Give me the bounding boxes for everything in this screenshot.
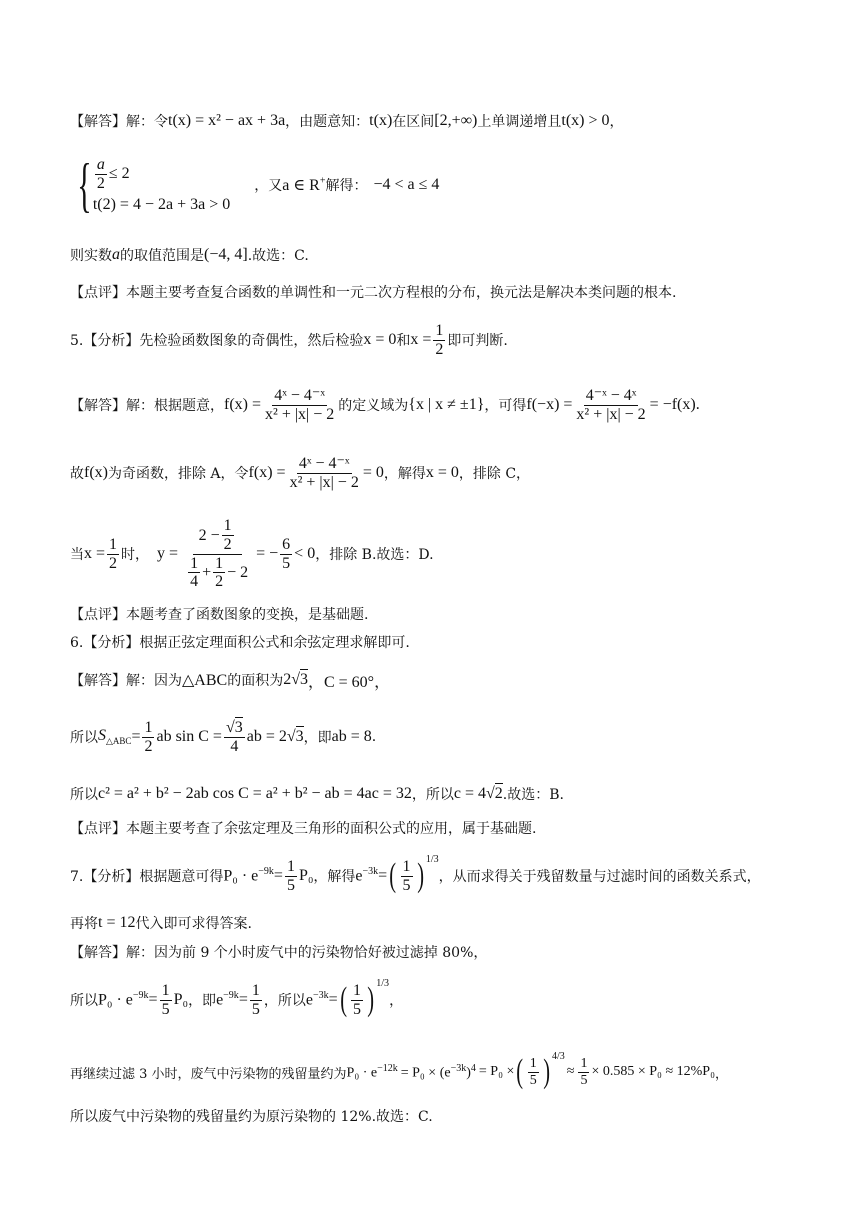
formula: [2,+∞) bbox=[434, 112, 478, 129]
text: 的取值范围是 bbox=[120, 248, 204, 264]
text: ，所以 bbox=[411, 787, 454, 803]
solution-line-12 bbox=[70, 712, 828, 762]
formula: ab sin C = bbox=[156, 728, 222, 745]
text: ，排除 C， bbox=[458, 466, 531, 482]
formula: t(x) = x² − ax + 3a bbox=[168, 112, 286, 129]
complex-fraction: 2 − $\frac{1}{2}$ 1 4 + $\frac{1}{2}$ − 2 bbox=[190, 517, 249, 591]
text: 【解答】解：因为前 9 个小时废气中的污染物恰好被过滤掉 80%， bbox=[70, 945, 488, 961]
text: 【点评】本题主要考查复合函数的单调性和一元二次方程根的分布，换元法是解决本类问题的根本. bbox=[70, 285, 677, 301]
text: 6.【分析】根据正弦定理面积公式和余弦定理求解即可. bbox=[70, 635, 410, 651]
fraction: $\frac{1}{2}$ bbox=[109, 535, 118, 572]
formula: c² = a² + b² − 2ab cos C = a² + b² − ab = 4ac = 32 bbox=[98, 785, 412, 802]
analysis-line-7 bbox=[70, 848, 828, 904]
text: 【解答】解：根据题意， bbox=[70, 398, 224, 414]
formula: ，C = 60°， bbox=[307, 673, 391, 691]
solution-line-6 bbox=[70, 380, 828, 430]
formula: = bbox=[131, 728, 141, 745]
text: ，解得 bbox=[383, 466, 426, 482]
text: 7.【分析】根据题意可得 bbox=[70, 869, 224, 885]
text: .故选：C. bbox=[247, 248, 309, 264]
text: ，从而求得关于残留数量与过滤时间的函数关系式， bbox=[438, 869, 761, 885]
text: ，所以 bbox=[263, 993, 306, 1009]
fraction: $\frac{1}{2}$ bbox=[435, 321, 444, 358]
fraction: $\frac{\text{4ˣ − 4⁻ˣ}}{\text{x² + |x| − 2}}$ bbox=[289, 454, 359, 491]
fraction: $\frac{\text{4ˣ − 4⁻ˣ}}{\text{x² + |x| − 2}}$ bbox=[265, 386, 335, 423]
text: 所以废气中污染物的残留量约为原污染物的 12%.故选：C. bbox=[70, 1109, 433, 1125]
fraction: $\frac{1}{5}$ bbox=[251, 981, 260, 1018]
formula: $e^{-3k}$ bbox=[305, 990, 329, 1009]
formula: < 0 bbox=[294, 545, 316, 562]
formula: a bbox=[112, 246, 120, 263]
formula: = 0 bbox=[362, 464, 384, 481]
text: 再将 bbox=[70, 916, 98, 932]
formula: $P_0 \cdot e^{-9k}$ bbox=[223, 866, 274, 885]
text: 所以 bbox=[70, 993, 98, 1009]
analysis-line-6 bbox=[70, 630, 828, 654]
brace: { bbox=[77, 152, 92, 218]
text: 【点评】本题主要考查了余弦定理及三角形的面积公式的应用，属于基础题. bbox=[70, 821, 537, 837]
text: 所以 bbox=[70, 730, 98, 746]
formula: = bbox=[273, 867, 283, 884]
text: ，即 bbox=[188, 993, 217, 1009]
formula: $P_0 \cdot e^{-9k}$ bbox=[98, 990, 149, 1009]
formula: 2√3 bbox=[283, 671, 308, 688]
formula: f(x) = bbox=[248, 464, 286, 481]
solution-line-3 bbox=[70, 240, 828, 270]
formula: x = bbox=[84, 545, 106, 562]
solution-line-13 bbox=[70, 780, 828, 808]
text: ，即 bbox=[303, 730, 332, 746]
comment-line bbox=[70, 280, 828, 304]
formula: = bbox=[378, 867, 388, 884]
comment-line bbox=[70, 816, 828, 840]
conclusion-line bbox=[70, 1104, 828, 1128]
fraction: $\frac{1}{2}$ bbox=[144, 718, 153, 755]
solution-line-7 bbox=[70, 448, 828, 498]
formula: ab = 2 bbox=[246, 728, 287, 745]
formula: $P_0 \cdot e^{-12k}$ bbox=[346, 1062, 398, 1081]
formula: t(x) bbox=[369, 112, 393, 129]
text: 的面积为 bbox=[227, 673, 284, 689]
formula: √3 bbox=[286, 728, 304, 745]
formula: = bbox=[238, 991, 248, 1008]
formula: = bbox=[148, 991, 158, 1008]
formula: = P₀ × bbox=[478, 1064, 515, 1079]
analysis-line-5 bbox=[70, 320, 828, 360]
power: ( 1 5 ) 1/3 bbox=[389, 853, 439, 894]
text: ，又 bbox=[254, 178, 283, 194]
text: 【点评】本题考查了函数图象的变换，是基础题. bbox=[70, 607, 369, 623]
formula: $e^{-9k}$ bbox=[216, 990, 239, 1009]
text: 当 bbox=[70, 547, 84, 563]
solution-line-8 bbox=[70, 512, 828, 596]
text: 【解答】解：令 bbox=[70, 114, 168, 130]
formula: f(x) = bbox=[224, 396, 262, 413]
fraction: $\frac{√3}{4}$ bbox=[225, 718, 243, 755]
formula: f(−x) = bbox=[526, 396, 573, 413]
text: 代入即可求得答案. bbox=[135, 916, 252, 932]
text: .故选：B. bbox=[502, 787, 564, 803]
text: 再继续过滤 3 小时，废气中污染物的残留量约为 bbox=[70, 1066, 347, 1082]
power: ( 1 5 ) 1/3 bbox=[339, 977, 390, 1018]
formula: × 0.585 × P₀ ≈ 12%P₀ bbox=[591, 1064, 715, 1079]
analysis-line-16 bbox=[70, 910, 828, 936]
text: 【解答】解：因为 bbox=[70, 673, 182, 689]
formula: = −f(x). bbox=[649, 396, 700, 413]
fraction: $\frac{6}{5}$ bbox=[282, 535, 291, 572]
text: ，解得 bbox=[313, 869, 356, 885]
text: ，可得 bbox=[484, 398, 527, 414]
fraction: $\frac{1}{5}$ bbox=[286, 857, 295, 894]
solution-line-2 bbox=[70, 150, 828, 220]
text: 上单调递增且 bbox=[477, 114, 562, 130]
text: ， bbox=[714, 1066, 728, 1082]
formula: c = 4√2 bbox=[453, 785, 503, 802]
text: 解得： bbox=[325, 178, 368, 194]
text: 的定义域为 bbox=[338, 398, 409, 414]
text: 和 bbox=[396, 333, 411, 349]
formula: f(x) bbox=[84, 464, 108, 481]
formula: P₀ bbox=[298, 867, 314, 884]
formula: P₀ bbox=[173, 991, 189, 1008]
formula: t(x) > 0 bbox=[561, 112, 610, 129]
formula: = $P_0 \times (e^{-3k})^4$ bbox=[400, 1062, 476, 1081]
text: . bbox=[371, 729, 377, 745]
formula: ab = 8 bbox=[331, 728, 372, 745]
solution-line-19 bbox=[70, 1044, 828, 1100]
formula: $S_{\triangle ABC}$ bbox=[98, 726, 132, 747]
formula: {x | x ≠ ±1} bbox=[408, 396, 485, 413]
text: 即可判断. bbox=[447, 333, 508, 349]
text: 在区间 bbox=[392, 114, 435, 130]
formula: ≈ bbox=[566, 1064, 575, 1079]
text: ，排除 B.故选：D. bbox=[315, 547, 434, 563]
formula: $e^{-3k}$ bbox=[355, 866, 379, 885]
text: 所以 bbox=[70, 787, 98, 803]
text: 时， bbox=[121, 547, 150, 563]
fraction: $\frac{1}{5}$ bbox=[580, 1056, 588, 1088]
text: 则实数 bbox=[70, 248, 112, 264]
text: ，由题意知： bbox=[285, 114, 370, 130]
formula: t = 12 bbox=[98, 914, 136, 931]
formula: △ABC bbox=[182, 672, 228, 689]
solution-line-11 bbox=[70, 666, 828, 694]
fraction: $\frac{\text{4⁻ˣ − 4ˣ}}{\text{x² + |x| − 2}}$ bbox=[576, 386, 646, 423]
formula: y = bbox=[157, 545, 179, 562]
formula: = − bbox=[256, 545, 279, 562]
solution-line-18 bbox=[70, 972, 828, 1028]
formula: a ∈ R+ bbox=[282, 175, 326, 194]
text: 故 bbox=[70, 466, 84, 482]
text: 为奇函数，排除 A，令 bbox=[107, 466, 249, 482]
text: ， bbox=[389, 993, 404, 1009]
power: ( 1 5 ) 4/3 bbox=[516, 1051, 565, 1090]
fraction: $\frac{1}{5}$ bbox=[161, 981, 170, 1018]
solution-line-17 bbox=[70, 940, 828, 964]
formula: −4 < a ≤ 4 bbox=[373, 176, 440, 193]
text: 5.【分析】先检验函数图象的奇偶性，然后检验 bbox=[70, 333, 364, 349]
formula: x = bbox=[410, 331, 432, 348]
formula: x = 0 bbox=[425, 464, 459, 481]
inequality-system: $\frac{a}{2}$ ≤ 2 t(2) = 4 − 2a + 3a > 0 bbox=[92, 155, 231, 214]
formula: x = 0 bbox=[363, 331, 397, 348]
solution-line-1 bbox=[70, 106, 828, 136]
formula: (−4, 4] bbox=[204, 246, 248, 263]
comment-line bbox=[70, 602, 828, 626]
text: ， bbox=[609, 114, 624, 130]
formula: = bbox=[328, 991, 338, 1008]
